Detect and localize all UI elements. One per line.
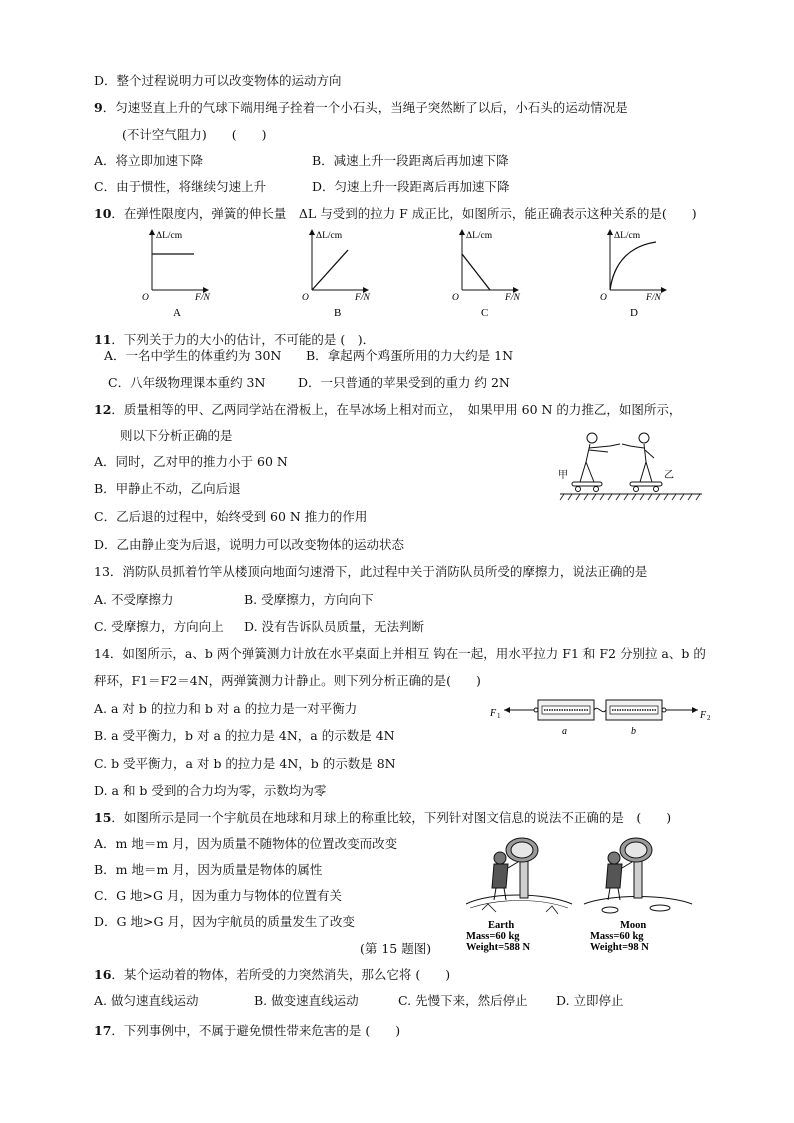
q15-option-c: C．G 地>G 月，因为重力与物体的位置有关	[94, 888, 342, 903]
q13-option-d: D. 没有告诉队员质量，无法判断	[244, 619, 425, 634]
spring-scale-a	[538, 700, 594, 720]
q12-stem-text: ．质量相等的甲、乙两同学站在滑板上，在旱冰场上相对而立， 如果甲用 60 N 的力推乙，如图所示，	[111, 402, 682, 417]
q10-stem-text: ．在弹性限度内，弹簧的伸长量 ΔL 与受到的拉力 F 成正比，如图所示，能正确表示这种关系的是( )	[111, 206, 697, 221]
q14-option-c: C. b 受平衡力，a 对 b 的拉力是 4N，b 的示数是 8N	[94, 756, 396, 771]
graph-c-origin: O	[452, 293, 459, 303]
q11-option-a: A．一名中学生的体重约为 30N	[104, 348, 282, 363]
moon-weight: Weight=98 N	[590, 942, 649, 953]
graph-d-xlabel: F/N	[646, 293, 661, 303]
graph-b-label: B	[334, 307, 342, 319]
q14-option-a: A. a 对 b 的拉力和 b 对 a 的拉力是一对平衡力	[94, 701, 358, 716]
q12-stem	[94, 402, 681, 418]
graph-c-xlabel: F/N	[505, 293, 520, 303]
spring-scale-b	[606, 700, 662, 720]
q9-option-b: B．减速上升一段距离后再加速下降	[312, 153, 509, 168]
q16-option-d: D. 立即停止	[556, 993, 624, 1008]
graph-b-curve	[312, 250, 348, 290]
q15-number: 15	[94, 810, 112, 825]
q11-stem	[94, 332, 375, 348]
graph-d-curve	[610, 242, 656, 290]
q12-number: 12	[94, 402, 112, 417]
q15-figure-caption: (第 15 题图)	[360, 941, 432, 956]
q11-number: 11	[94, 332, 112, 347]
q10-stem	[94, 206, 697, 222]
q14-spring-scales-figure	[486, 694, 716, 738]
q15-astronaut-figure	[460, 836, 696, 954]
q12-option-a: A．同时，乙对甲的推力小于 60 N	[94, 454, 288, 469]
force-f1-sub: 1	[497, 712, 501, 720]
q14-stem-2: 秤环，F1＝F2＝4N，两弹簧测力计静止。则下列分析正确的是( )	[94, 673, 481, 688]
q16-option-b: B. 做变速直线运动	[254, 993, 359, 1008]
earth-weight: Weight=588 N	[466, 942, 531, 953]
q9-number: 9	[94, 100, 103, 115]
scale-b-label: b	[631, 726, 636, 737]
q9-stem	[94, 100, 628, 116]
graph-c-label: C	[481, 307, 489, 319]
skater-label-right: 乙	[664, 470, 674, 481]
q11-option-c: C．八年级物理课本重约 3N	[108, 375, 266, 390]
skater-label-left: 甲	[558, 470, 568, 481]
earth-label: Earth	[488, 920, 515, 931]
graph-a-origin: O	[142, 293, 149, 303]
q9-stem-2: (不计空气阻力) ( )	[122, 127, 267, 142]
q12-option-d: D．乙由静止变为后退，说明力可以改变物体的运动状态	[94, 537, 405, 552]
q15-option-b: B．m 地＝m 月，因为质量是物体的属性	[94, 862, 323, 877]
graph-d-label: D	[630, 307, 638, 319]
q14-option-d: D. a 和 b 受到的合力均为零，示数均为零	[94, 783, 327, 798]
q11-stem-text: ．下列关于力的大小的估计，不可能的是 ( )．	[111, 332, 376, 347]
moon-scene	[584, 838, 692, 913]
moon-mass: Mass=60 kg	[590, 931, 644, 942]
scale-a-label: a	[562, 726, 567, 737]
q16-option-a: A. 做匀速直线运动	[94, 993, 199, 1008]
force-f2-label: F	[700, 710, 707, 721]
q15-stem	[94, 810, 671, 826]
q9-option-a: A．将立即加速下降	[94, 153, 204, 168]
q16-number: 16	[94, 967, 112, 982]
q13-option-a: A. 不受摩擦力	[94, 592, 174, 607]
graph-b-ylabel: ΔL/cm	[316, 231, 343, 241]
q17-stem	[94, 1023, 400, 1039]
moon-label: Moon	[620, 920, 647, 931]
q9-option-c: C．由于惯性，将继续匀速上升	[94, 179, 267, 194]
graph-a	[142, 230, 210, 319]
q12-stem-2: 则以下分析正确的是	[120, 428, 233, 443]
q12-option-c: C．乙后退的过程中，始终受到 60 N 推力的作用	[94, 509, 368, 524]
q14-option-b: B. a 受平衡力，b 对 a 的拉力是 4N，a 的示数是 4N	[94, 728, 395, 743]
graph-a-ylabel: ΔL/cm	[156, 231, 183, 241]
q9-option-d: D．匀速上升一段距离后再加速下降	[312, 179, 510, 194]
graph-b	[302, 230, 370, 319]
skater-yi	[622, 433, 662, 492]
q15-stem-text: ．如图所示是同一个宇航员在地球和月球上的称重比较，下列针对图文信息的说法不正确的是 ( )	[111, 810, 672, 825]
q13-option-b: B. 受摩擦力，方向向下	[244, 592, 374, 607]
q14-stem: 14．如图所示，a、b 两个弹簧测力计放在水平桌面上并相互 钩在一起，用水平拉力 F1 和 F2 分别拉 a、b 的	[94, 646, 706, 661]
force-f2-sub: 2	[707, 714, 711, 722]
q11-option-b: B．拿起两个鸡蛋所用的力大约是 1N	[306, 348, 514, 363]
force-f1-label: F	[490, 708, 497, 719]
q17-stem-text: ．下列事例中，不属于避免惯性带来危害的是 ( )	[111, 1023, 401, 1038]
q9-stem-text: ．匀速竖直上升的气球下端用绳子拴着一个小石头，当绳子突然断了以后，小石头的运动情况是	[102, 100, 628, 115]
graph-c	[452, 230, 520, 319]
earth-mass: Mass=60 kg	[466, 931, 520, 942]
q15-option-a: A．m 地＝m 月，因为质量不随物体的位置改变而改变	[94, 836, 398, 851]
q16-stem-text: ．某个运动着的物体，若所受的力突然消失，那么它将 ( )	[111, 967, 451, 982]
graph-a-xlabel: F/N	[195, 293, 210, 303]
q12-option-b: B．甲静止不动，乙向后退	[94, 481, 241, 496]
graph-b-xlabel: F/N	[355, 293, 370, 303]
earth-scene	[466, 838, 572, 914]
q10-graphs-figure	[140, 222, 680, 320]
q16-stem	[94, 967, 450, 983]
q13-option-c: C. 受摩擦力，方向向上	[94, 619, 224, 634]
graph-d-ylabel: ΔL/cm	[614, 231, 641, 241]
q10-number: 10	[94, 206, 112, 221]
graph-c-curve	[462, 254, 490, 290]
graph-d-origin: O	[600, 293, 607, 303]
q16-option-c: C. 先慢下来，然后停止	[398, 993, 528, 1008]
graph-c-ylabel: ΔL/cm	[466, 231, 493, 241]
q12-skaters-figure	[558, 428, 704, 504]
q17-number: 17	[94, 1023, 112, 1038]
q13-stem: 13．消防队员抓着竹竿从楼顶向地面匀速滑下，此过程中关于消防队员所受的摩擦力，说法正确的是	[94, 564, 648, 579]
q11-option-d: D．一只普通的苹果受到的重力 约 2N	[298, 375, 510, 390]
q8-option-d: D．整个过程说明力可以改变物体的运动方向	[94, 73, 342, 88]
q15-option-d: D．G 地>G 月，因为宇航员的质量发生了改变	[94, 914, 355, 929]
graph-d	[600, 230, 666, 319]
graph-b-origin: O	[302, 293, 309, 303]
graph-a-label: A	[173, 307, 181, 319]
skater-jia	[572, 433, 620, 492]
